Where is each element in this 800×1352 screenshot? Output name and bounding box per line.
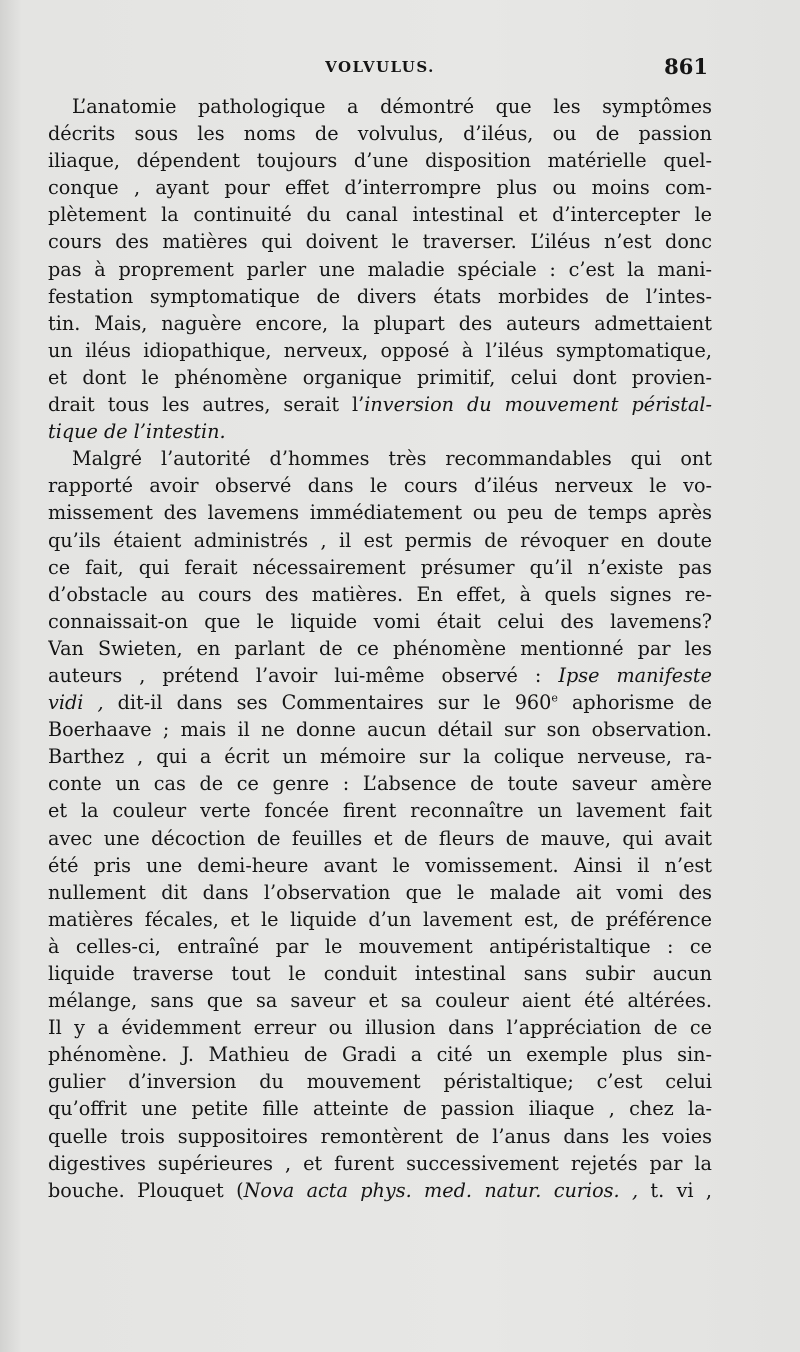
text-line: nullement dit dans l’observation que le malade ait vomi des — [48, 880, 712, 904]
text-line: et la couleur verte foncée firent reconnaître un lavement fait — [48, 799, 712, 823]
body-text — [48, 93, 712, 1204]
text-line: conte un cas de ce genre : L’absence de toute saveur amère — [48, 772, 712, 796]
text-line: L’anatomie pathologique a démontré que les symptômes — [72, 95, 712, 118]
text-line: été pris une demi-heure avant le vomissement. Ainsi il n’est — [48, 853, 712, 877]
text-line: pas à proprement parler une maladie spéciale : c’est la mani- — [48, 257, 712, 281]
text-segment: aphorisme de — [557, 691, 712, 715]
text-segment: dit-il dans ses Commentaires sur le 960 — [103, 691, 552, 715]
text-line: d’obstacle au cours des matières. En effet, à quels signes re- — [48, 582, 712, 606]
text-line: Van Swieten, en parlant de ce phénomène mentionné par les — [48, 636, 712, 660]
text-line: rapporté avoir observé dans le cours d’iléus nerveux le vo- — [48, 474, 712, 498]
text-line: conque , ayant pour effet d’interrompre plus ou moins com- — [48, 176, 712, 200]
text-line: un iléus idiopathique, nerveux, opposé à l’iléus symptomatique, — [48, 338, 712, 362]
text-line: qu’ils étaient administrés , il est permis de révoquer en doute — [48, 528, 712, 552]
text-line: ce fait, qui ferait nécessairement présumer qu’il n’existe pas — [48, 555, 712, 579]
text-line: matières fécales, et le liquide d’un lavement est, de préférence — [48, 907, 712, 931]
text-line: tin. Mais, naguère encore, la plupart des auteurs admettaient — [48, 311, 712, 335]
italic-term: tique de l’intestin. — [48, 420, 226, 444]
text-line: Malgré l’autorité d’hommes très recommandables qui ont — [72, 447, 712, 471]
text-line — [48, 662, 712, 689]
latin-quote: Ipse manifeste — [558, 663, 712, 687]
text-line: Boerhaave ; mais il ne donne aucun détail sur son observation. — [48, 718, 712, 742]
text-line: et dont le phénomène organique primitif, celui dont provien- — [48, 365, 712, 389]
text-segment: auteurs , prétend l’avoir lui-même observé : — [48, 663, 559, 687]
page-number: 861 — [664, 54, 708, 79]
running-title: VOLVULUS. — [325, 58, 435, 76]
text-segment: t. vi , — [638, 1178, 712, 1202]
text-line: qu’offrit une petite fille atteinte de passion iliaque , chez la- — [48, 1097, 712, 1121]
text-line: Il y a évidemment erreur ou illusion dans l’appréciation de ce — [48, 1016, 712, 1040]
text-line: cours des matières qui doivent le traverser. L’iléus n’est donc — [48, 230, 712, 254]
citation-title: Nova acta phys. med. natur. curios. , — [243, 1178, 639, 1202]
text-line: gulier d’inversion du mouvement péristaltique; c’est celui — [48, 1070, 712, 1094]
text-line: plètement la continuité du canal intestinal et d’intercepter le — [48, 203, 712, 227]
text-line: quelle trois suppositoires remontèrent de l’anus dans les voies — [48, 1124, 712, 1148]
text-line: avec une décoction de feuilles et de fleurs de mauve, qui avait — [48, 826, 712, 850]
text-line — [48, 689, 712, 716]
latin-quote: vidi , — [48, 691, 104, 715]
superscript: e — [551, 691, 558, 705]
text-line: connaissait-on que le liquide vomi était celui des lavemens? — [48, 609, 712, 633]
text-line — [48, 418, 712, 445]
text-segment: drait tous les autres, serait l’ — [48, 393, 365, 417]
text-segment: bouche. Plouquet ( — [48, 1178, 244, 1202]
text-line: liquide traverse tout le conduit intestinal sans subir aucun — [48, 962, 712, 985]
text-line — [48, 391, 712, 418]
text-line: digestives supérieures , et furent successivement rejetés par la — [48, 1151, 712, 1175]
text-line: festation symptomatique de divers états morbides de l’intes- — [48, 284, 712, 308]
text-line: mélange, sans que sa saveur et sa couleur aient été altérées. — [48, 989, 712, 1013]
text-line: missement des lavemens immédiatement ou peu de temps après — [48, 501, 712, 525]
text-line: iliaque, dépendent toujours d’une disposition matérielle quel- — [48, 149, 712, 173]
text-line — [48, 1177, 712, 1204]
italic-term: inversion du mouvement péristal- — [364, 393, 712, 417]
text-line: décrits sous les noms de volvulus, d’iléus, ou de passion — [48, 122, 712, 146]
text-line: phénomène. J. Mathieu de Gradi a cité un exemple plus sin- — [48, 1043, 712, 1067]
text-line: à celles-ci, entraîné par le mouvement antipéristaltique : ce — [48, 934, 712, 958]
page-header — [48, 54, 712, 88]
text-line: Barthez , qui a écrit un mémoire sur la colique nerveuse, ra- — [48, 745, 712, 769]
